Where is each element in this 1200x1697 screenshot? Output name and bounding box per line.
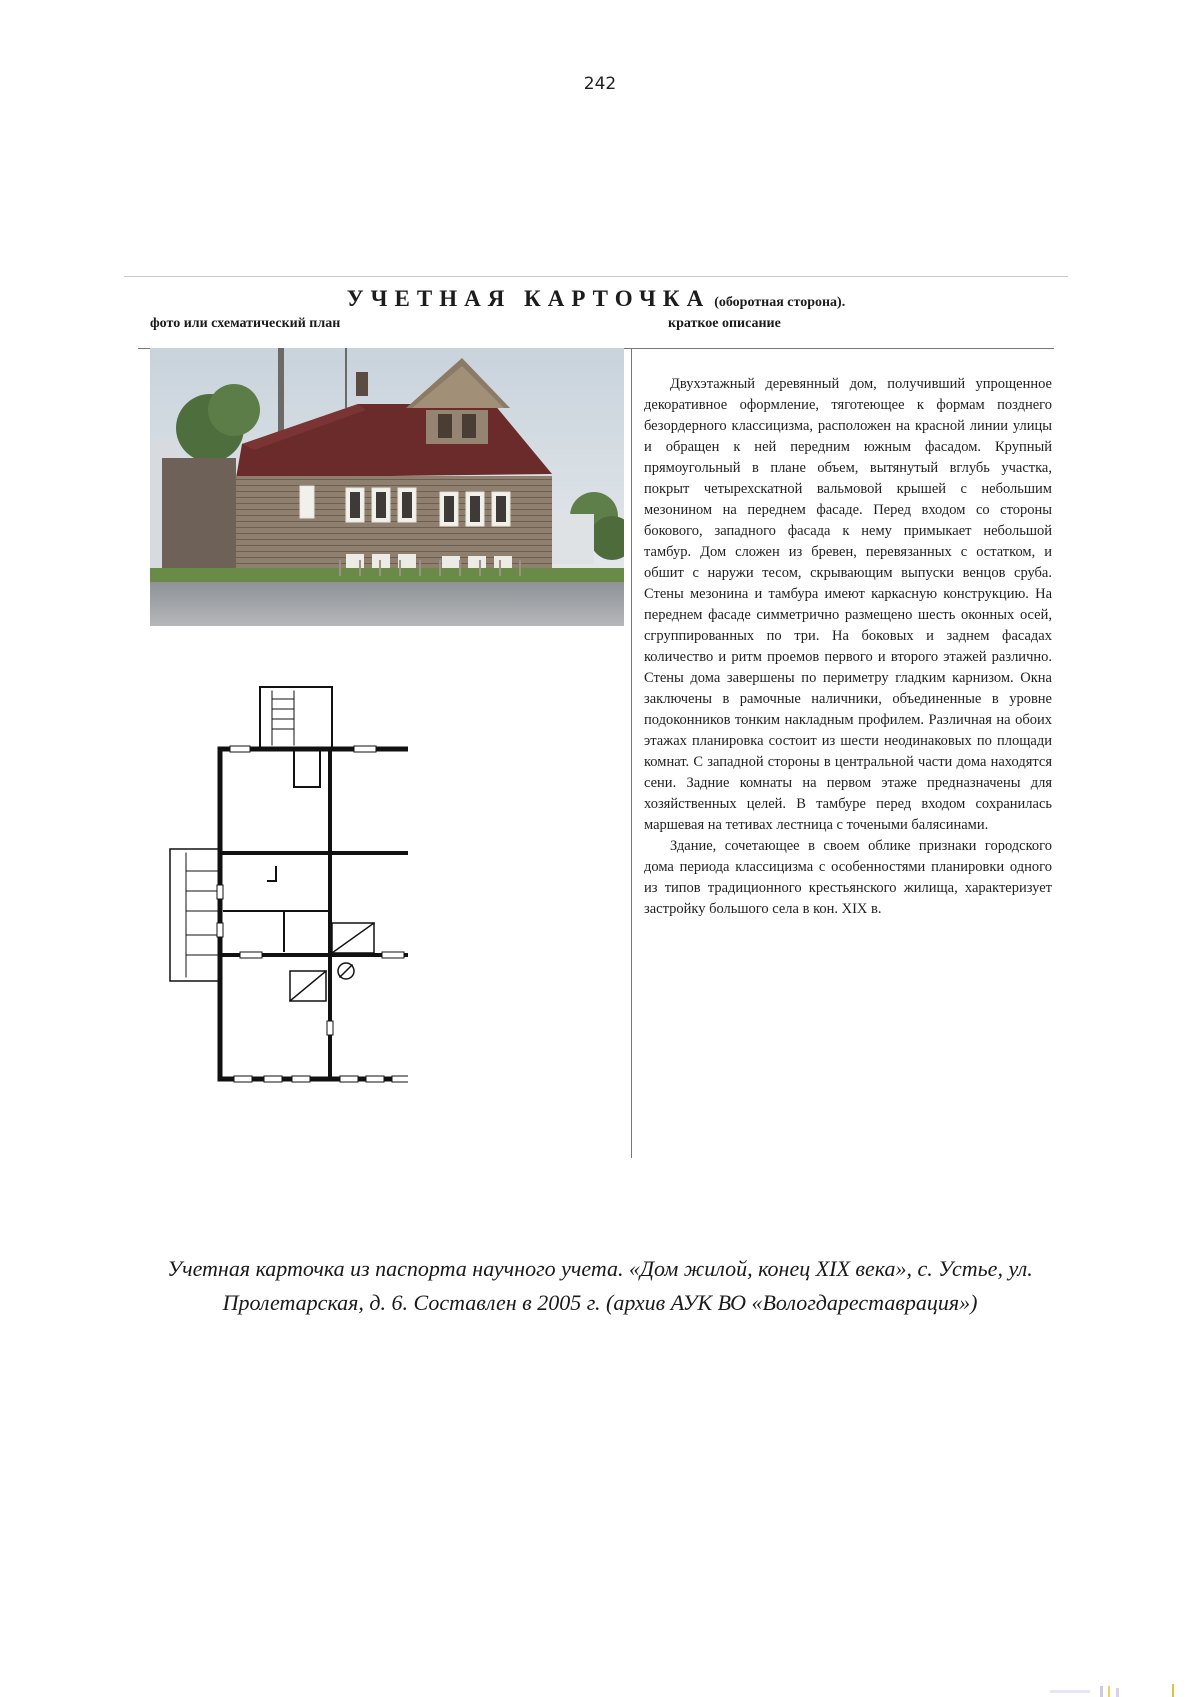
description-paragraph-2: Здание, сочетающее в своем облике признаки городского дома периода классицизма с особенностями планировки одного из типов традиционного крестьянского жилища, характеризует застройку большого села в кон. XIX в. — [644, 838, 1052, 917]
card-title — [124, 286, 1068, 312]
card-top-rule — [124, 276, 1068, 277]
record-card — [124, 272, 1068, 1160]
floor-plan — [168, 685, 408, 1115]
header-photo-plan: фото или схематический план — [150, 316, 341, 331]
short-description — [644, 374, 1052, 920]
caption-line-1: Учетная карточка из паспорта научного учета. «Дом жилой, конец XIX века», с. Устье, ул. — [167, 1256, 1033, 1281]
caption-line-2: Пролетарская, д. 6. Составлен в 2005 г. (архив АУК ВО «Вологдареставрация») — [222, 1290, 978, 1315]
card-title-main: УЧЕТНАЯ КАРТОЧКА — [346, 286, 711, 311]
scan-artifact — [1050, 1682, 1180, 1697]
description-paragraph-1: Двухэтажный деревянный дом, получивший упрощенное декоративное оформление, тяготеющее к формам позднего безордерного классицизма, расположен на красной линии улицы и обращен к ней передним южным фасадом. Крупный прямоугольный в плане объем, вытянутый вглубь участка, покрыт четырехскатной вальмовой крышей с небольшим мезонином на переднем фасаде. Перед входом со стороны бокового, западного фасада к нему примыкает небольшой тамбур. Дом сложен из бревен, перевязанных с остатком, и обшит с наружи тесом, скрывающим выпуски венцов сруба. Стены мезонина и тамбура имеют каркасную конструкцию. На переднем фасаде симметрично размещено шесть оконных осей, сгруппированных по три. На боковых и заднем фасадах количество и ритм проемов первого и второго этажей различно. Стены дома завершены по периметру гладким карнизом. Окна заключены в рамочные наличники, объединенные в уровне подоконников тонким накладным профилем. Различная на обоих этажах планировка состоит из шести неодинаковых по площади комнат. С западной стороны в центральной части дома находятся сени. Задние комнаты на первом этаже предназначены для хозяйственных целей. В тамбуре перед входом сохранилась маршевая на тетивах лестница с точеными балясинами. — [644, 376, 1052, 833]
header-description: краткое описание — [668, 316, 781, 331]
page-number: 242 — [583, 74, 617, 94]
figure-caption — [100, 1252, 1100, 1320]
column-divider — [631, 348, 632, 1158]
house-photo — [150, 348, 624, 626]
card-title-sub: (оборотная сторона). — [714, 295, 846, 310]
